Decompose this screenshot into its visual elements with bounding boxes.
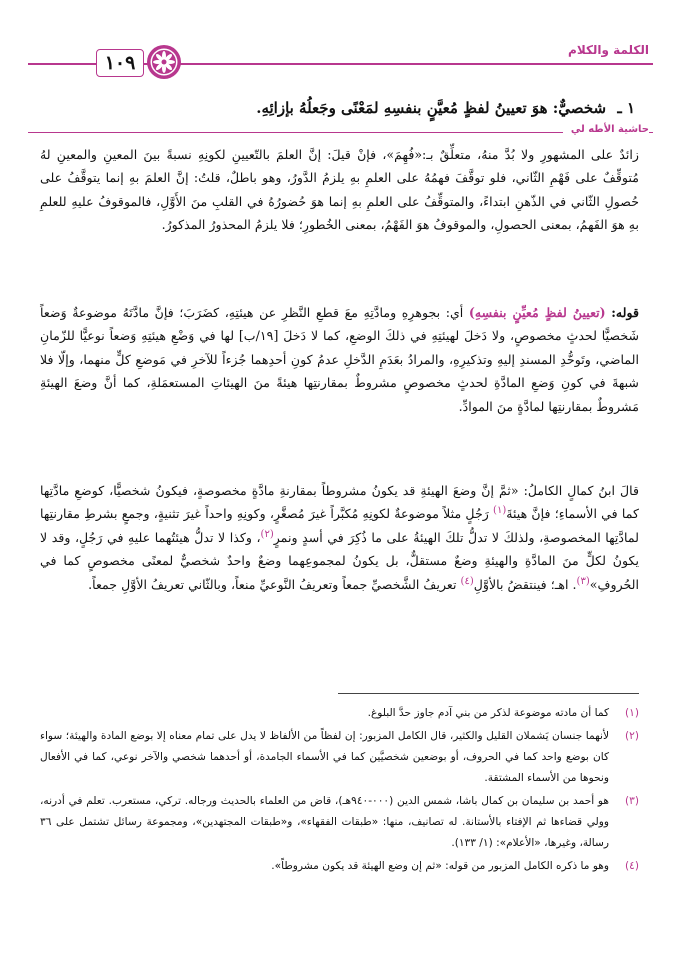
- paragraph-2-body: [40, 301, 639, 418]
- footnote: [40, 791, 639, 854]
- footnote-ref-2[interactable]: (٢): [260, 528, 274, 540]
- footnote-number: (٤): [625, 860, 639, 872]
- footnote: [40, 726, 639, 789]
- page-number: ١٠٩: [96, 49, 144, 77]
- paragraph-2: [40, 301, 639, 418]
- hashiya-rule: [28, 132, 653, 133]
- section-heading: [40, 98, 635, 118]
- footnote-text: وهو ما ذكره الكامل المزبور من قوله: «ثم إن وضع الهيئة قد يكون مشروطاً».: [271, 860, 609, 872]
- footnote: [40, 703, 639, 724]
- paragraph-2-text: أي: بجوهرِهِ ومادَّتِهِ معَ قطعِ النَّظرِ عن هيئتِهِ، كضَرَبَ؛ فإنَّ مادَّتَهُ موضوعةٌ وَضعاً شَخصيًّا لحدثٍ مخصوصٍ، ولا دَخلَ لهيئتِهِ في ذلكَ الوضعِ، كما لا دَخلَ [١٩/ب] لها في وَضْعِ هيئتِهِ وَضعاً نوعيًّا للزّمانِ الماضي، وتَوحُّدِ المسندِ إليهِ وتذكيرِهِ، والمرادُ بعَدَمِ الدَّخلِ عدمُ كونِ أحدِهما جُزءاً للآخرِ في مَوضعِ كلٍّ منهما، وإلّا فلا شبهةَ في كونِ وَضعِ المادَّةِ لحدثٍ مخصوصٍ مشروطٌ بمقارنتِها هيئةً منَ الهيئاتِ المستعمَلةِ، كما أنَّ وضعَ الهيئةِ مَشروطٌ بمقارنتِها لمادَّةٍ منَ الموادِّ.: [40, 305, 639, 414]
- section-term: شخصيٌّ:: [552, 99, 607, 117]
- footnote-ref-3[interactable]: (٣): [576, 575, 590, 587]
- paragraph-1-text: زائدٌ على المشهورِ ولا بُدَّ منهُ، متعلِّقٌ بـ:«فُهِمَ»، فإنْ قيلَ: إنَّ العلمَ بالتّعيينِ لكونِهِ نسبةً بينَ المعينِ والمعينِ لهُ مُتوقِّفٌ على فَهْمِ الثّاني، فلو توقَّفَ فهمُهُ على العلمِ بهِ يلزمُ الدَّورُ، وهو باطلٌ، قلتُ: إنَّ العلمَ بهِ إنما يتوقَّفُ على حُصولِ الثّاني في الذّهنِ ابتداءً، والمتوقِّفُ على العلمِ بهِ إنما هوَ حُضورُهُ في القلبِ منَ الأَوَّلِ، فالموقوفُ عليهِ للعلمِ بهِ هوَ الفَهمُ، بمعنى الحصولِ، والموقوفُ هوَ الفَهْمُ، بمعنى الخُطورِ؛ فلا يلزمُ المحذورُ المذكورُ.: [40, 147, 639, 233]
- footnote-number: (٣): [625, 795, 639, 807]
- paragraph-3-body: [40, 479, 639, 596]
- footnote: [40, 856, 639, 877]
- hashiya-label: حاشية الأطه لي: [563, 124, 649, 135]
- paragraph-3-part-a: قالَ ابنُ كمالٍ الكاملُ: «ثمَّ إنَّ وضعَ الهيئةِ قد يكونُ مشروطاً بمقارنةِ مادَّةٍ مخصوصةٍ، فيكونُ شخصيًّا، كوضعِ مادَّتِها كما في الأسماءِ؛ فإنَّ هيئةَ: [40, 483, 639, 522]
- footnote-number: (٢): [625, 730, 639, 742]
- running-title: الكلمة والكلام: [562, 43, 649, 57]
- footnote-ref-1[interactable]: (١): [493, 505, 507, 517]
- paragraph-3-part-d: . اهـ؛ فينتقضُ بالأوَّلِ: [473, 576, 577, 592]
- footnote-ref-4[interactable]: (٤): [460, 575, 474, 587]
- paragraph-3: [40, 479, 639, 596]
- rosette-ornament-icon: [146, 44, 182, 80]
- footnotes: [40, 703, 639, 879]
- footnote-text: لأنهما جنسان يَشملان القليل والكثير، قال الكامل المزبور: إن لفظاً من الألفاظ لا يدل على تمام معناه إلا بوضع المادة والهيئة؛ سواء كان بوضع واحد كما في الحروف، أو بوضعين شخصيَّين كما في الأسماء الجامدة، أو أحدهما شخصي والآخر نوعي، كما في الأفعال ونحوها من الأسماء المشتقة.: [40, 730, 609, 784]
- section-number: ١ ـ: [617, 99, 635, 117]
- footnote-separator: [338, 693, 639, 694]
- paragraph-1: [40, 143, 639, 237]
- paragraph-2-quote: (تعيينُ لفظٍ مُعيِّنٍ بنفسِهِ): [468, 305, 606, 320]
- section-definition: هوَ تعيينُ لفظٍ مُعيَّنٍ بنفسِهِ لمَعْنًى وجَعلُهُ بإزائِهِ.: [256, 99, 548, 117]
- paragraph-3-part-e: تعريفُ الشَّخصيِّ جمعاً وتعريفُ النَّوعيِّ منعاً، وبالثّاني تعريفُ الأوَّلِ جمعاً.: [88, 576, 457, 592]
- paragraph-3-part-b: رَجُلٍ مثلاً موضوعةٌ لكونِهِ مُكبَّراً غيرَ مُصغَّرٍ، وكونِهِ واحداً غيرَ تثنيةٍ، وجمعٍ بشرطِ مقارنتِها لمادَّتِها المخصوصةِ، ولذلكَ لا تدلُّ تلكَ الهيئةُ على ما ذُكِرَ في أسدٍ ونمرٍ: [40, 506, 639, 545]
- footnote-text: كما أن مادته موضوعة لذكر من بني آدم جاوز حدَّ البلوغ.: [367, 707, 609, 719]
- paragraph-2-label: قوله:: [611, 305, 639, 320]
- footnote-text: هو أحمد بن سليمان بن كمال باشا، شمس الدين (٠٠٠-٩٤٠هـ)، قاض من العلماء بالحديث ورجاله. تركي، مستعرب. تعلم في أدرنه، وولي قضاءها ثم الإفتاء بالأستانة. له تصانيف، منها: «طبقات الفقهاء»، و«طبقات المجتهدين»، ومجموعة رسائل تشتمل على ٣٦ رسالة، وغيرها، «الأعلام»: (١/ ١٣٣).: [40, 795, 609, 849]
- paragraph-3-part-c: ، وكذا لا تدلُّ هيئتُهما عليهِ في رَجُلٍ، وقد لا يكونُ لكلٍّ منَ المادَّةِ والهيئةِ وضعٌ مستقلٌّ، بل يكونُ لمجموعِهما وضعٌ واحدٌ شخصيٌّ لمعنًى مخصوصٍ كما في الحُروفِ»: [40, 529, 639, 592]
- footnote-number: (١): [625, 707, 639, 719]
